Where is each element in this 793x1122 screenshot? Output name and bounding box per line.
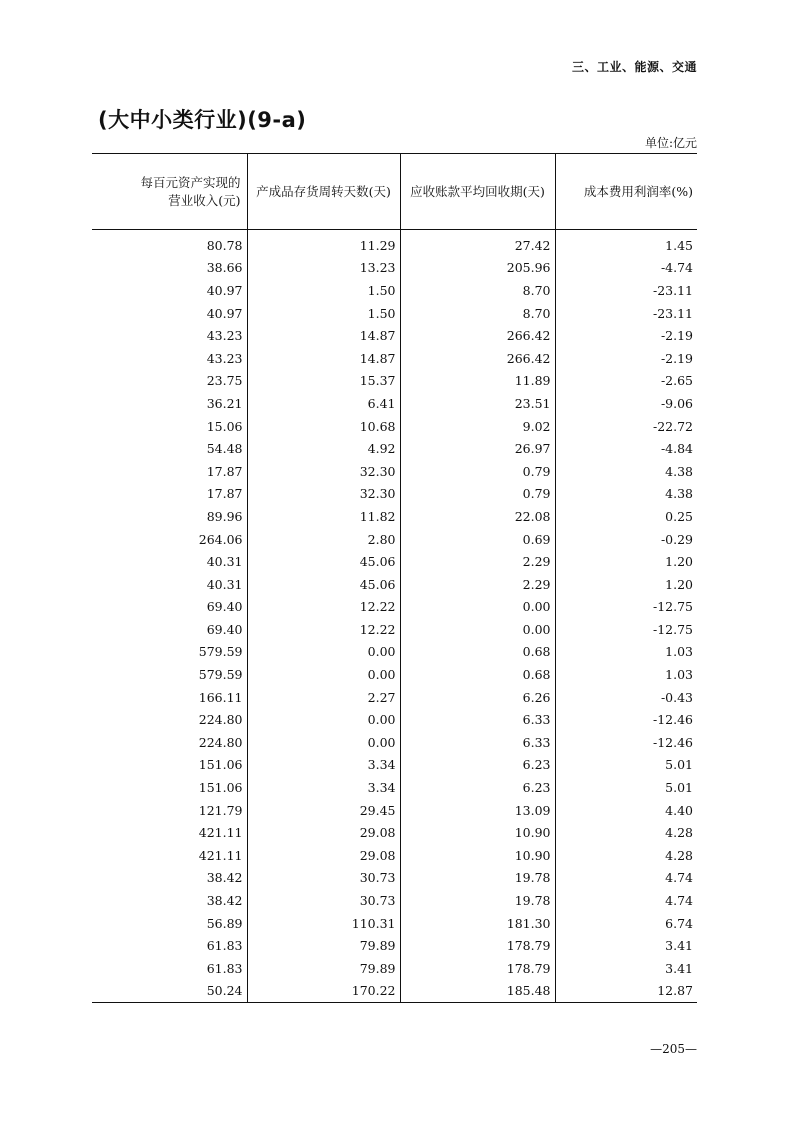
table-row: [92, 686, 697, 709]
table-row: [92, 370, 697, 393]
cell-revenue-per-assets: 40.31: [206, 554, 243, 570]
cell-inventory-turnover-days: 29.08: [247, 844, 400, 867]
cell-inventory-turnover-days: 29.08: [247, 821, 400, 844]
cell-cost-profit-ratio: -23.11: [555, 279, 697, 302]
cell-cost-profit-ratio: 1.20: [555, 550, 697, 573]
cell-inventory-turnover-days: 0.00: [247, 731, 400, 754]
column-header-inventory-turnover-days: 产成品存货周转天数(天): [247, 154, 400, 230]
cell-receivables-collection-period: 0.68: [400, 641, 555, 664]
cell-revenue-per-assets: 50.24: [92, 980, 247, 1003]
table-row: [92, 437, 697, 460]
cell-cost-profit-ratio: -22.72: [555, 415, 697, 438]
cell-cost-profit-ratio: -4.84: [555, 437, 697, 460]
cell-inventory-turnover-days: 2.27: [247, 686, 400, 709]
table-row: [92, 957, 697, 980]
cell-cost-profit-ratio: 4.38: [555, 460, 697, 483]
cell-receivables-collection-period: 11.89: [400, 370, 555, 393]
table-row: [92, 754, 697, 777]
cell-inventory-turnover-days: 15.37: [247, 370, 400, 393]
cell-revenue-per-assets: 40.31: [206, 576, 243, 592]
table-row: [92, 980, 697, 1003]
table-row: [92, 663, 697, 686]
cell-inventory-turnover-days: 1.50: [247, 302, 400, 325]
table-row: [92, 912, 697, 935]
cell-inventory-turnover-days: 170.22: [247, 980, 400, 1003]
cell-cost-profit-ratio: 1.45: [555, 230, 697, 257]
cell-cost-profit-ratio: 5.01: [555, 754, 697, 777]
table-row: [92, 528, 697, 551]
cell-receivables-collection-period: 26.97: [400, 437, 555, 460]
table-body: [92, 230, 697, 1003]
cell-revenue-per-assets: 579.59: [198, 667, 243, 683]
table-row: [92, 257, 697, 280]
cell-revenue-per-assets: 17.87: [206, 486, 243, 502]
cell-inventory-turnover-days: 1.50: [247, 279, 400, 302]
cell-receivables-collection-period: 0.69: [400, 528, 555, 551]
cell-receivables-collection-period: 0.79: [400, 460, 555, 483]
cell-revenue-per-assets: 151.06: [198, 757, 243, 773]
cell-revenue-per-assets: 421.11: [198, 847, 243, 863]
cell-cost-profit-ratio: 3.41: [555, 934, 697, 957]
cell-cost-profit-ratio: 1.20: [555, 573, 697, 596]
cell-revenue-per-assets: 61.83: [206, 960, 243, 976]
table-row: [92, 867, 697, 890]
cell-revenue-per-assets: 166.11: [198, 689, 243, 705]
cell-revenue-per-assets: 43.23: [206, 350, 243, 366]
cell-receivables-collection-period: 0.00: [400, 618, 555, 641]
table-row: [92, 641, 697, 664]
cell-cost-profit-ratio: 5.01: [555, 776, 697, 799]
table-title: (大中小类行业)(9-a): [98, 108, 307, 132]
cell-revenue-per-assets: 38.42: [206, 893, 243, 909]
column-header-line: 营业收入(元): [168, 192, 241, 208]
cell-cost-profit-ratio: 4.74: [555, 889, 697, 912]
cell-receivables-collection-period: 13.09: [400, 799, 555, 822]
cell-inventory-turnover-days: 11.29: [247, 230, 400, 257]
column-header-line: 每百元资产实现的: [140, 174, 241, 190]
cell-inventory-turnover-days: 45.06: [247, 550, 400, 573]
cell-receivables-collection-period: 10.90: [400, 844, 555, 867]
cell-revenue-per-assets: 69.40: [206, 599, 243, 615]
cell-receivables-collection-period: 19.78: [400, 889, 555, 912]
cell-cost-profit-ratio: -23.11: [555, 302, 697, 325]
table-row: [92, 889, 697, 912]
cell-revenue-per-assets: 61.83: [206, 938, 243, 954]
data-table: [92, 153, 697, 1003]
cell-receivables-collection-period: 0.68: [400, 663, 555, 686]
cell-revenue-per-assets: 121.79: [198, 802, 243, 818]
table-row: [92, 821, 697, 844]
cell-inventory-turnover-days: 13.23: [247, 257, 400, 280]
table-row: [92, 550, 697, 573]
cell-revenue-per-assets: 15.06: [206, 418, 243, 434]
cell-cost-profit-ratio: -4.74: [555, 257, 697, 280]
cell-inventory-turnover-days: 3.34: [247, 754, 400, 777]
cell-revenue-per-assets: 38.66: [206, 260, 243, 276]
cell-cost-profit-ratio: 1.03: [555, 641, 697, 664]
column-header-revenue-per-assets: [92, 154, 247, 230]
cell-cost-profit-ratio: -0.43: [555, 686, 697, 709]
cell-inventory-turnover-days: 11.82: [247, 505, 400, 528]
unit-label: 单位:亿元: [644, 136, 697, 150]
cell-revenue-per-assets: 17.87: [206, 463, 243, 479]
cell-receivables-collection-period: 10.90: [400, 821, 555, 844]
cell-receivables-collection-period: 181.30: [400, 912, 555, 935]
cell-cost-profit-ratio: -12.75: [555, 596, 697, 619]
table-row: [92, 844, 697, 867]
cell-revenue-per-assets: 54.48: [206, 441, 243, 457]
cell-receivables-collection-period: 8.70: [400, 302, 555, 325]
column-header-cost-profit-ratio: 成本费用利润率(%): [555, 154, 697, 230]
cell-cost-profit-ratio: 0.25: [555, 505, 697, 528]
cell-inventory-turnover-days: 14.87: [247, 324, 400, 347]
table-row: [92, 934, 697, 957]
cell-receivables-collection-period: 178.79: [400, 934, 555, 957]
cell-revenue-per-assets: 224.80: [198, 734, 243, 750]
table-header-row: [92, 154, 697, 230]
cell-cost-profit-ratio: 4.38: [555, 483, 697, 506]
cell-inventory-turnover-days: 79.89: [247, 957, 400, 980]
cell-receivables-collection-period: 23.51: [400, 392, 555, 415]
cell-revenue-per-assets: 40.97: [206, 282, 243, 298]
table-row: [92, 776, 697, 799]
table-row: [92, 708, 697, 731]
cell-cost-profit-ratio: -9.06: [555, 392, 697, 415]
cell-inventory-turnover-days: 12.22: [247, 596, 400, 619]
cell-inventory-turnover-days: 32.30: [247, 460, 400, 483]
cell-receivables-collection-period: 266.42: [400, 347, 555, 370]
table-row: [92, 505, 697, 528]
cell-inventory-turnover-days: 4.92: [247, 437, 400, 460]
cell-cost-profit-ratio: -2.19: [555, 347, 697, 370]
cell-cost-profit-ratio: 4.40: [555, 799, 697, 822]
cell-inventory-turnover-days: 3.34: [247, 776, 400, 799]
cell-receivables-collection-period: 6.26: [400, 686, 555, 709]
cell-inventory-turnover-days: 30.73: [247, 889, 400, 912]
cell-cost-profit-ratio: 4.28: [555, 821, 697, 844]
cell-cost-profit-ratio: -12.46: [555, 708, 697, 731]
cell-inventory-turnover-days: 6.41: [247, 392, 400, 415]
cell-receivables-collection-period: 266.42: [400, 324, 555, 347]
cell-cost-profit-ratio: -2.65: [555, 370, 697, 393]
cell-cost-profit-ratio: -0.29: [555, 528, 697, 551]
cell-revenue-per-assets: 579.59: [198, 644, 243, 660]
cell-inventory-turnover-days: 79.89: [247, 934, 400, 957]
cell-revenue-per-assets: 89.96: [206, 508, 243, 524]
cell-cost-profit-ratio: 3.41: [555, 957, 697, 980]
cell-receivables-collection-period: 22.08: [400, 505, 555, 528]
cell-receivables-collection-period: 6.23: [400, 754, 555, 777]
cell-revenue-per-assets: 69.40: [206, 621, 243, 637]
cell-inventory-turnover-days: 110.31: [247, 912, 400, 935]
column-header-receivables-collection-period: 应收账款平均回收期(天): [400, 154, 555, 230]
cell-receivables-collection-period: 2.29: [400, 550, 555, 573]
cell-revenue-per-assets: 23.75: [206, 373, 243, 389]
table-row: [92, 347, 697, 370]
cell-inventory-turnover-days: 32.30: [247, 483, 400, 506]
cell-receivables-collection-period: 0.00: [400, 596, 555, 619]
table-row: [92, 230, 697, 257]
cell-inventory-turnover-days: 2.80: [247, 528, 400, 551]
table-row: [92, 415, 697, 438]
cell-revenue-per-assets: 264.06: [198, 531, 243, 547]
cell-receivables-collection-period: 6.33: [400, 708, 555, 731]
cell-cost-profit-ratio: 1.03: [555, 663, 697, 686]
cell-inventory-turnover-days: 14.87: [247, 347, 400, 370]
cell-inventory-turnover-days: 10.68: [247, 415, 400, 438]
cell-inventory-turnover-days: 30.73: [247, 867, 400, 890]
table-row: [92, 731, 697, 754]
cell-receivables-collection-period: 9.02: [400, 415, 555, 438]
cell-revenue-per-assets: 80.78: [206, 237, 243, 253]
cell-revenue-per-assets: 56.89: [206, 915, 243, 931]
cell-revenue-per-assets: 36.21: [206, 395, 243, 411]
cell-inventory-turnover-days: 45.06: [247, 573, 400, 596]
section-header: 三、工业、能源、交通: [571, 60, 697, 74]
table-row: [92, 483, 697, 506]
cell-receivables-collection-period: 19.78: [400, 867, 555, 890]
table-row: [92, 392, 697, 415]
cell-revenue-per-assets: 421.11: [198, 825, 243, 841]
cell-inventory-turnover-days: 29.45: [247, 799, 400, 822]
cell-cost-profit-ratio: 4.74: [555, 867, 697, 890]
cell-receivables-collection-period: 185.48: [400, 980, 555, 1003]
cell-receivables-collection-period: 2.29: [400, 573, 555, 596]
cell-inventory-turnover-days: 0.00: [247, 663, 400, 686]
cell-revenue-per-assets: 151.06: [198, 780, 243, 796]
cell-inventory-turnover-days: 0.00: [247, 641, 400, 664]
cell-inventory-turnover-days: 0.00: [247, 708, 400, 731]
cell-revenue-per-assets: 38.42: [206, 870, 243, 886]
cell-receivables-collection-period: 27.42: [400, 230, 555, 257]
cell-revenue-per-assets: 40.97: [206, 305, 243, 321]
table-row: [92, 618, 697, 641]
table-row: [92, 799, 697, 822]
cell-cost-profit-ratio: 6.74: [555, 912, 697, 935]
cell-receivables-collection-period: 178.79: [400, 957, 555, 980]
cell-cost-profit-ratio: -12.75: [555, 618, 697, 641]
cell-revenue-per-assets: 224.80: [198, 712, 243, 728]
table-row: [92, 460, 697, 483]
cell-cost-profit-ratio: 12.87: [555, 980, 697, 1003]
cell-receivables-collection-period: 6.23: [400, 776, 555, 799]
cell-inventory-turnover-days: 12.22: [247, 618, 400, 641]
cell-receivables-collection-period: 205.96: [400, 257, 555, 280]
cell-receivables-collection-period: 6.33: [400, 731, 555, 754]
cell-revenue-per-assets: 43.23: [206, 328, 243, 344]
table-row: [92, 302, 697, 325]
page-number: —205—: [650, 1042, 697, 1056]
table-row: [92, 596, 697, 619]
data-table-container: [92, 153, 697, 1003]
cell-receivables-collection-period: 8.70: [400, 279, 555, 302]
table-row: [92, 573, 697, 596]
table-row: [92, 279, 697, 302]
cell-cost-profit-ratio: -12.46: [555, 731, 697, 754]
table-row: [92, 324, 697, 347]
cell-receivables-collection-period: 0.79: [400, 483, 555, 506]
cell-cost-profit-ratio: -2.19: [555, 324, 697, 347]
cell-cost-profit-ratio: 4.28: [555, 844, 697, 867]
